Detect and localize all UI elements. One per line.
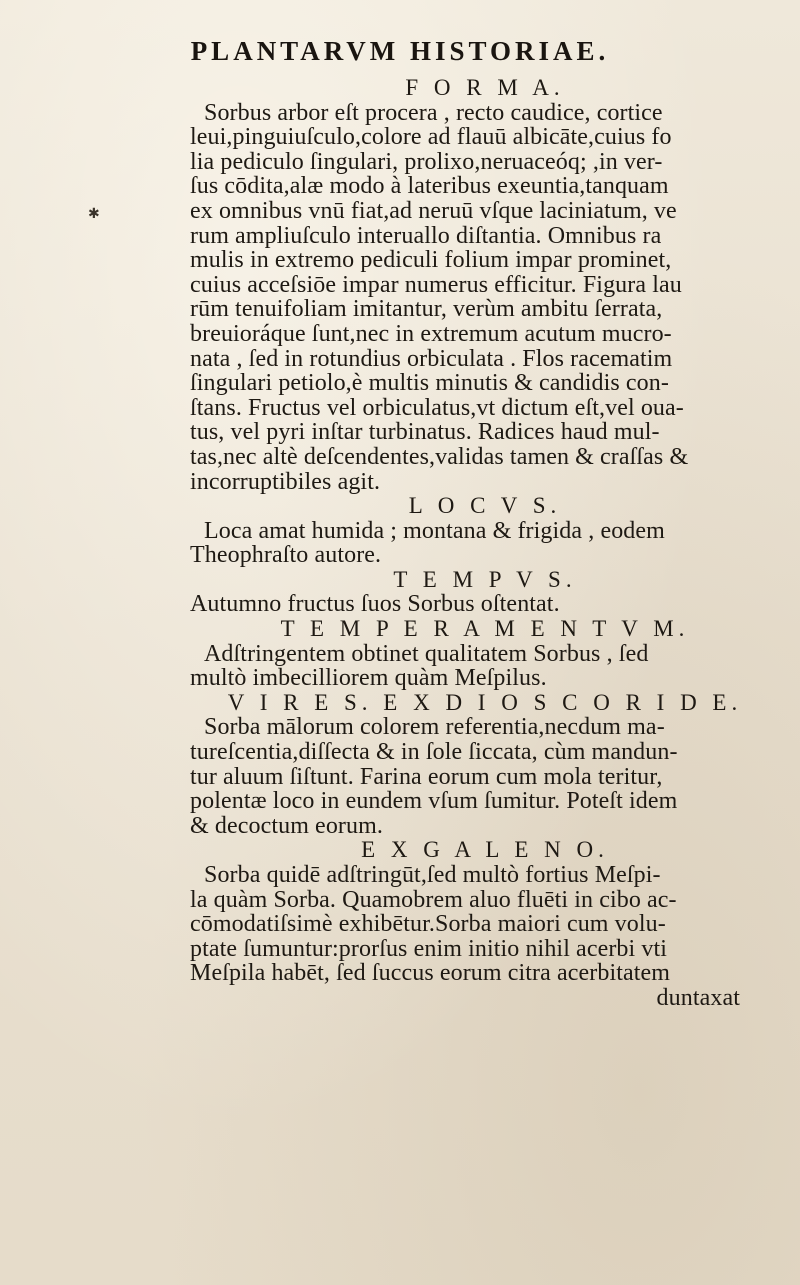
section-heading: L O C V S. <box>408 493 562 519</box>
text-line: leui,pinguiuſculo,colore ad flauū albicāte,cuius fo <box>190 124 672 151</box>
margin-mark: ✱ <box>88 206 100 222</box>
text-line: lia pediculo ſingulari, prolixo,neruaceóq; ,in ver- <box>190 148 663 175</box>
text-line: polentæ loco in eundem vſum ſumitur. Poteſt idem <box>190 788 678 815</box>
section-heading: T E M P E R A M E N T V M. <box>280 616 690 642</box>
text-line: tas,nec altè deſcendentes,validas tamen & craſſas & <box>190 443 689 470</box>
text-line: Sorbus arbor eſt procera , recto caudice, cortice <box>204 99 663 126</box>
text-line: ſingulari petiolo,è multis minutis & candidis con- <box>190 370 669 397</box>
text-line: nata , ſed in rotundius orbiculata . Flos racematim <box>190 345 673 372</box>
text-line: ſtans. Fructus vel orbiculatus,vt dictum eſt,vel oua- <box>190 394 684 421</box>
text-line: Sorba quidē adſtringūt,ſed multò fortius Meſpi- <box>204 862 661 888</box>
text-line: tureſcentia,diſſecta & in ſole ſiccata, cùm mandun- <box>190 739 678 766</box>
text-line: tus, vel pyri inſtar turbinatus. Radices haud mul- <box>190 419 660 446</box>
text-line: ſus cōdita,alæ modo à lateribus exeuntia,tanquam <box>190 173 669 200</box>
section-heading: V I R E S. E X D I O S C O R I D E. <box>227 689 743 715</box>
text-column <box>190 76 780 1011</box>
text-line: la quàm Sorba. Quamobrem aluo fluēti in cibo ac- <box>190 886 677 913</box>
section-heading: T E M P V S. <box>393 566 577 592</box>
text-line: multò imbecilliorem quàm Meſpilus. <box>190 665 547 692</box>
text-line: Sorba mālorum colorem referentia,necdum ma- <box>204 714 665 741</box>
section-heading: F O R M A. <box>405 75 565 100</box>
text-line: Theophraſto autore. <box>190 542 382 569</box>
text-line: duntaxat <box>656 984 740 1011</box>
text-line: mulis in extremo pediculi folium impar prominet, <box>190 247 672 274</box>
text-line: Meſpila habēt, ſed ſuccus eorum citra acerbitatem <box>190 960 671 987</box>
text-line: cōmodatiſsimè exhibētur.Sorba maiori cum volu- <box>190 911 666 938</box>
text-line: incorruptibiles agit. <box>190 468 381 495</box>
text-line: Autumno fructus ſuos Sorbus oſtentat. <box>190 591 560 618</box>
text-line: rum ampliuſculo interuallo diſtantia. Omnibus ra <box>190 222 662 249</box>
text-line: & decoctum eorum. <box>190 812 383 839</box>
section-heading: E X G A L E N O. <box>361 837 609 863</box>
text-line: breuioráque ſunt,nec in extremum acutum mucro- <box>190 320 672 347</box>
running-title: PLANTARVM HISTORIAE. <box>190 36 610 66</box>
text-line: Loca amat humida ; montana & frigida , eodem <box>204 517 665 544</box>
text-line: rūm tenuifoliam imitantur, verùm ambitu ſerrata, <box>190 296 663 323</box>
text-line: Adſtringentem obtinet qualitatem Sorbus , ſed <box>204 640 649 667</box>
text-line: ex omnibus vnū fiat,ad neruū vſque laciniatum, ve <box>190 197 677 224</box>
text-line: cuius acceſsiōe impar numerus efficitur. Figura lau <box>190 271 682 298</box>
text-line: tur aluum ſiſtunt. Farina eorum cum mola teritur, <box>190 763 663 790</box>
text-line: ptate ſumuntur:prorſus enim initio nihil acerbi vti <box>190 935 668 962</box>
